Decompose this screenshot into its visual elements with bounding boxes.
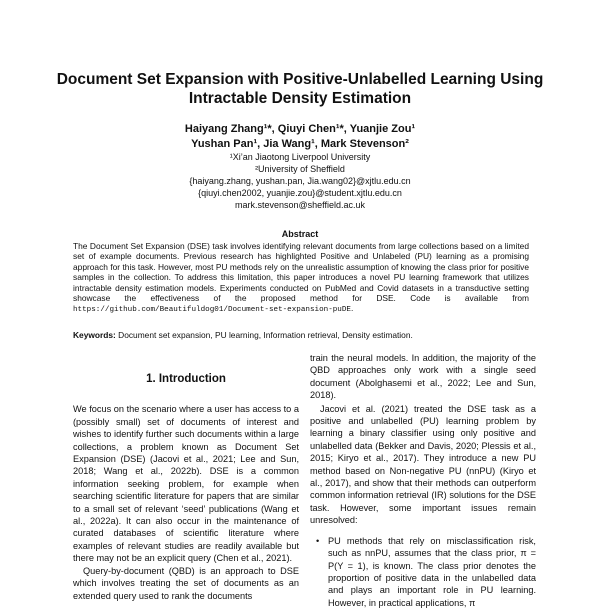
- email-line-3: mark.stevenson@sheffield.ac.uk: [234, 200, 366, 210]
- authors-line-2: Yushan Pan¹, Jia Wang¹, Mark Stevenson²: [191, 138, 409, 150]
- bullet-text: PU methods that rely on misclassification risk, such as nnPU, assumes that the class prior, π = P(Y = 1), is known. The class prior denotes the proportion of positive data in the unlabelled data and plays an important role in PU learning. However, in practical applications, π: [328, 535, 536, 608]
- affiliation-2: ²University of Sheffield: [255, 164, 345, 174]
- right-paragraph-2: Jacovi et al. (2021) treated the DSE task as a positive and unlabelled (PU) learning problem by learning a binary classifier using only positive and unlabelled data (Bekker and Davis, 2020; Plessis et al., 2015; Kiryo et al., 2017). They introduce a new PU method based on Non-negative PU (nnPU) (Kiryo et al., 2017), and show that their methods can outperform common information retrieval (IR) solutions for the DSE task. However, some important issues remain unresolved:: [310, 403, 536, 526]
- section-heading-introduction: 1. Introduction: [146, 373, 226, 385]
- keywords-label: Keywords:: [73, 330, 116, 340]
- affiliation-1: ¹Xi’an Jiaotong Liverpool University: [229, 152, 371, 162]
- abstract-heading: Abstract: [281, 229, 319, 239]
- abstract-end: .: [350, 303, 354, 314]
- right-paragraph-1: train the neural models. In addition, the majority of the QBD approaches only work with a single seed document (Abolghasemi et al., 2022; Lee and Sun, 2018).: [310, 353, 536, 401]
- abstract-body: [73, 241, 529, 316]
- keywords-text: Document set expansion, PU learning, Information retrieval, Density estimation.: [115, 330, 413, 340]
- authors: [40, 122, 560, 152]
- email-line-1: {haiyang.zhang, yushan.pan, Jia.wang02}@xjtlu.edu.cn: [189, 176, 411, 186]
- keywords: [73, 330, 529, 340]
- email-line-2: {qiuyi.chen2002, yuanjie.zou}@student.xjtlu.edu.cn: [198, 188, 402, 198]
- bullet-dot: •: [316, 535, 320, 546]
- intro-paragraph-2: Query-by-document (QBD) is an approach to DSE which involves treating the set of documents as an extended query used to rank the documents: [73, 565, 299, 601]
- paper-title: Document Set Expansion with Positive-Unlabelled Learning Using Intractable Density Estimation: [56, 71, 544, 107]
- abstract-text: The Document Set Expansion (DSE) task involves identifying relevant documents from large collections based on a limited set of example documents. Previous research has highlighted Positive and Unlabeled (PU) learning as a promising approach for this task. However, most PU methods rely on the unrealistic assumption of knowing the class prior for positive samples in the collection. To address this limitation, this paper introduces a novel PU learning framework that utilizes intractable density estimation models. Experiments conducted on PubMed and Covid datasets in a transductive setting showcase the effectiveness of the proposed method for DSE. Code is available from: [73, 241, 529, 304]
- right-column: [310, 352, 536, 609]
- code-url-link[interactable]: https://github.com/Beautifuldog01/Document-set-expansion-puDE: [73, 306, 351, 315]
- intro-paragraph-1: We focus on the scenario where a user has access to a (possibly small) set of documents of interest and wishes to identify further such documents within a large collections, a problem known as Document Set Expansion (DSE) (Jacovi et al., 2021; Lee and Sun, 2018; Wang et al., 2022b). DSE is a common information seeking problem, for example when searching scientific literature for papers that are similar to a small set of relevant ‘seed’ publications (Wang et al., 2022a). It can also occur in the maintenance of curated databases of scientific literature where examples of relevant studies are readily available but there may not be an explicit query (Chen et al., 2021).: [73, 404, 299, 564]
- left-column: [73, 373, 299, 602]
- authors-line-1: Haiyang Zhang¹*, Qiuyi Chen¹*, Yuanjie Zou¹: [184, 123, 416, 135]
- bullet-item: [310, 535, 536, 609]
- affiliations: [40, 151, 560, 211]
